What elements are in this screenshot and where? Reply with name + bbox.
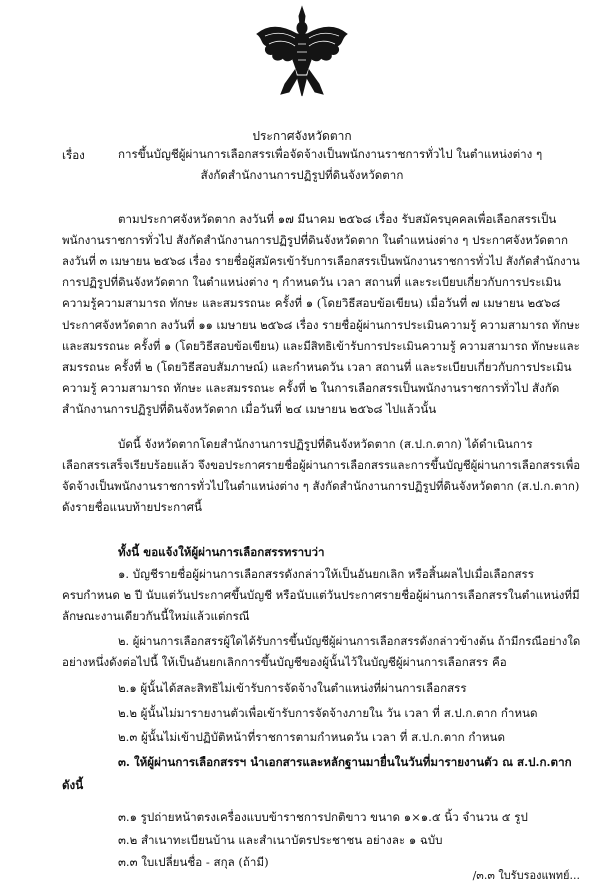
page-continuation: /๓.๓ ใบรับรองแพทย์... — [472, 869, 580, 882]
item3-subitem: ๓.๓ ใบเปลี่ยนชื่อ - สกุล (ถ้ามี) — [118, 855, 269, 869]
para2-line: ดังรายชื่อแนบท้ายประกาศนี้ — [62, 500, 202, 514]
item3-line: ดังนี้ — [62, 778, 84, 792]
subject-line-1: การขึ้นบัญชีผู้ผ่านการเลือกสรรเพื่อจัดจ้างเป็นพนักงานราชการทั่วไป ในตำแหน่งต่าง ๆ — [118, 147, 543, 161]
para2-line: บัดนี้ จังหวัดตากโดยสำนักงานการปฏิรูปที่ดินจังหวัดตาก (ส.ป.ก.ตาก) ได้ดำเนินการ — [118, 437, 533, 451]
item3-subitem: ๓.๑ รูปถ่ายหน้าตรงเครื่องแบบข้าราชการปกติขาว ขนาด ๑×๑.๕ นิ้ว จำนวน ๕ รูป — [118, 810, 528, 824]
para1-line: และสมรรถนะ ครั้งที่ ๑ (โดยวิธีสอบข้อเขียน) และมีสิทธิเข้ารับการประเมินความรู้ ความสามารถ ทักษะและ — [62, 339, 580, 353]
subject-line-2: สังกัดสำนักงานการปฏิรูปที่ดินจังหวัดตาก — [200, 168, 404, 182]
item1-line: ๑. บัญชีรายชื่อผู้ผ่านการเลือกสรรดังกล่าวให้เป็นอันยกเลิก หรือสิ้นผลไปเมื่อเลือกสรร — [118, 567, 534, 581]
notice-heading: ทั้งนี้ ขอแจ้งให้ผู้ผ่านการเลือกสรรทราบว่า — [118, 545, 325, 559]
para1-line: ลงวันที่ ๓ เมษายน ๒๕๖๘ เรื่อง รายชื่อผู้สมัครเข้ารับการเลือกสรรเป็นพนักงานราชการทั่วไป สังกัดสำนักงาน — [62, 254, 580, 268]
item1-line: ลักษณะงานเดียวกันนี้ใหม่แล้วแต่กรณี — [62, 609, 250, 623]
para2-line: จัดจ้างเป็นพนักงานราชการทั่วไปในตำแหน่งต่าง ๆ สังกัดสำนักงานการปฏิรูปที่ดินจังหวัดตาก (ส.ป.ก.ตาก) — [62, 479, 580, 493]
item3-subitem: ๓.๒ สำเนาทะเบียนบ้าน และสำเนาบัตรประชาชน อย่างละ ๑ ฉบับ — [118, 833, 443, 847]
para1-line: การปฏิรูปที่ดินจังหวัดตาก ในตำแหน่งต่าง ๆ กำหนดวัน เวลา สถานที่ และระเบียบเกี่ยวกับการประเมิน — [62, 275, 561, 289]
para1-line: ตามประกาศจังหวัดตาก ลงวันที่ ๑๗ มีนาคม ๒๕๖๘ เรื่อง รับสมัครบุคคลเพื่อเลือกสรรเป็น — [118, 212, 557, 226]
garuda-emblem-icon — [253, 4, 351, 100]
para1-line: ความรู้ความสามารถ ทักษะ และสมรรถนะ ครั้งที่ ๑ (โดยวิธีสอบข้อเขียน) เมื่อวันที่ ๗ เมษายน ๒๕๖๘ — [62, 296, 561, 310]
item2-subitem: ๒.๑ ผู้นั้นได้สละสิทธิไม่เข้ารับการจัดจ้างในตำแหน่งที่ผ่านการเลือกสรร — [118, 681, 467, 695]
para2-line: เลือกสรรเสร็จเรียบร้อยแล้ว จึงขอประกาศรายชื่อผู้ผ่านการเลือกสรรและการขึ้นบัญชีผู้ผ่านการเลือกสรรเพื่อ — [62, 458, 581, 472]
para1-line: สำนักงานการปฏิรูปที่ดินจังหวัดตาก เมื่อวันที่ ๒๔ เมษายน ๒๕๖๘ ไปแล้วนั้น — [62, 402, 437, 416]
para1-line: ประกาศจังหวัดตาก ลงวันที่ ๑๑ เมษายน ๒๕๖๘ เรื่อง รายชื่อผู้ผ่านการประเมินความรู้ ความสามารถ ทักษะ — [62, 318, 581, 332]
item2-line: อย่างหนึ่งดังต่อไปนี้ ให้เป็นอันยกเลิกการขึ้นบัญชีของผู้นั้นไว้ในบัญชีผู้ผ่านการเลือกสรร คือ — [62, 655, 507, 669]
para1-line: ความรู้ ความสามารถ ทักษะ และสมรรถนะ ครั้งที่ ๒ ในการเลือกสรรเป็นพนักงานราชการทั่วไป สังกัด — [62, 381, 560, 395]
para1-line: สมรรถนะ ครั้งที่ ๒ (โดยวิธีสอบสัมภาษณ์) และกำหนดวัน เวลา สถานที่ และระเบียบเกี่ยวกับการประเมิน — [62, 360, 572, 374]
para1-line: พนักงานราชการทั่วไป สังกัดสำนักงานการปฏิรูปที่ดินจังหวัดตาก ในตำแหน่งต่าง ๆ ประกาศจังหวัดตาก — [62, 233, 568, 247]
item3-line: ๓. ให้ผู้ผ่านการเลือกสรรฯ นำเอกสารและหลักฐานมายื่นในวันที่มารายงานตัว ณ ส.ป.ก.ตาก — [118, 755, 572, 769]
item1-line: ครบกำหนด ๒ ปี นับแต่วันประกาศขึ้นบัญชี หรือนับแต่วันประกาศรายชื่อผู้ผ่านการเลือกสรรในตำแหน่งที่มี — [62, 588, 580, 602]
page-title: ประกาศจังหวัดตาก — [252, 129, 352, 143]
item2-line: ๒. ผู้ผ่านการเลือกสรรผู้ใดได้รับการขึ้นบัญชีผู้ผ่านการเลือกสรรดังกล่าวข้างต้น ถ้ามีกรณีอย่างใด — [118, 634, 581, 648]
item2-subitem: ๒.๓ ผู้นั้นไม่เข้าปฏิบัติหน้าที่ราชการตามกำหนดวัน เวลา ที่ ส.ป.ก.ตาก กำหนด — [118, 730, 505, 744]
item2-subitem: ๒.๒ ผู้นั้นไม่มารายงานตัวเพื่อเข้ารับการจัดจ้างภายใน วัน เวลา ที่ ส.ป.ก.ตาก กำหนด — [118, 706, 538, 720]
subject-label: เรื่อง — [62, 148, 85, 162]
